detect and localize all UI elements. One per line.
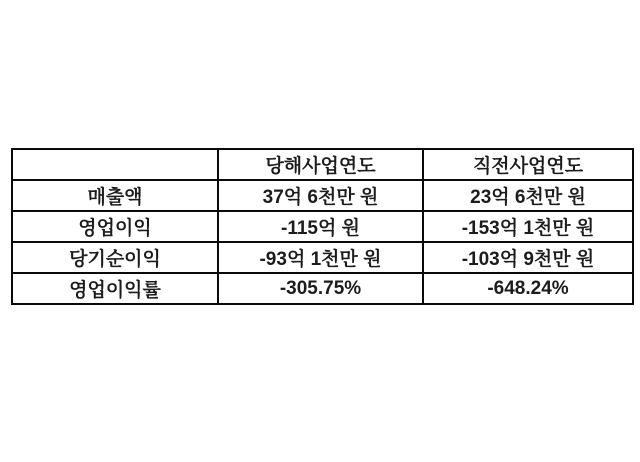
row-label-operating-margin: 영업이익률	[12, 273, 218, 304]
financial-summary-table	[11, 148, 634, 305]
value-net-income-current: -93억 1천만 원	[218, 242, 423, 273]
table-row-operating-profit	[12, 211, 633, 242]
corner-cell	[12, 149, 218, 180]
row-label-revenue: 매출액	[12, 180, 218, 211]
table-row-net-income	[12, 242, 633, 273]
value-revenue-current: 37억 6천만 원	[218, 180, 423, 211]
row-label-net-income: 당기순이익	[12, 242, 218, 273]
financial-table	[11, 148, 634, 305]
column-header-current-year: 당해사업연도	[218, 149, 423, 180]
value-operating-profit-current: -115억 원	[218, 211, 423, 242]
value-operating-margin-current: -305.75%	[218, 273, 423, 304]
row-label-operating-profit: 영업이익	[12, 211, 218, 242]
value-operating-profit-previous: -153억 1천만 원	[423, 211, 633, 242]
value-operating-margin-previous: -648.24%	[423, 273, 633, 304]
column-header-previous-year: 직전사업연도	[423, 149, 633, 180]
value-revenue-previous: 23억 6천만 원	[423, 180, 633, 211]
value-net-income-previous: -103억 9천만 원	[423, 242, 633, 273]
header-row	[12, 149, 633, 180]
table-row-revenue	[12, 180, 633, 211]
table-row-operating-margin	[12, 273, 633, 304]
